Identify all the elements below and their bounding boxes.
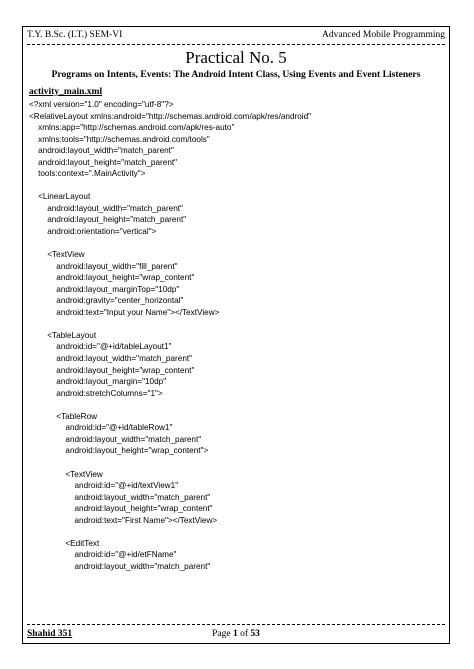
code-line: android:id="@+id/textView1" <box>29 481 179 491</box>
code-line: xmlns:tools="http://schemas.android.com/tools" <box>29 134 210 144</box>
code-listing <box>29 99 445 572</box>
practical-title: Practical No. 5 <box>185 48 287 67</box>
code-line: android:layout_height="wrap_content"> <box>29 446 209 456</box>
code-line: <?xml version="1.0" encoding="utf-8"?> <box>29 100 174 109</box>
page-prefix: Page <box>212 629 233 639</box>
code-line: android:layout_width="match_parent" <box>29 203 183 213</box>
code-line: android:layout_width="fill_parent" <box>29 261 178 271</box>
code-line: android:layout_height="match_parent" <box>29 157 178 167</box>
code-filename: activity_main.xml <box>29 87 103 97</box>
code-line: <LinearLayout <box>29 192 91 202</box>
code-line: xmlns:app="http://schemas.android.com/apk/res-auto" <box>29 123 235 133</box>
header-course: T.Y. B.Sc. (I.T.) SEM-VI <box>27 30 123 40</box>
code-line: android:layout_width="match_parent" <box>29 561 211 571</box>
code-line: android:stretchColumns="1"> <box>29 388 163 398</box>
page-of: of <box>237 629 251 639</box>
page-current: 1 <box>232 629 238 639</box>
code-line: <TextView <box>29 250 85 260</box>
code-line: android:layout_width="match_parent" <box>29 492 211 502</box>
code-line: android:gravity="center_horizontal" <box>29 296 184 306</box>
code-line: <EditText <box>29 538 100 548</box>
code-line: <TableLayout <box>29 330 97 340</box>
code-line: android:orientation="vertical"> <box>29 227 157 237</box>
code-line <box>29 457 445 469</box>
header-divider <box>27 44 445 45</box>
code-line <box>29 399 445 411</box>
code-line: android:layout_height="wrap_content" <box>29 504 213 514</box>
code-line: android:layout_width="match_parent" <box>29 434 202 444</box>
code-line: <TextView <box>29 469 103 479</box>
code-line: <TableRow <box>29 411 98 421</box>
page-footer <box>27 629 445 641</box>
code-line <box>29 180 445 192</box>
page-number <box>27 629 445 639</box>
code-line: android:layout_marginTop="10dp" <box>29 284 180 294</box>
code-line: android:layout_width="match_parent" <box>29 354 193 364</box>
footer-divider <box>27 624 445 625</box>
code-line: android:layout_height="wrap_content" <box>29 365 195 375</box>
code-line <box>29 318 445 330</box>
code-line <box>29 526 445 538</box>
code-line: android:id="@+id/tableRow1" <box>29 423 173 433</box>
code-line: android:text="Input your Name"></TextView> <box>29 307 220 317</box>
code-line: <RelativeLayout xmlns:android="http://schemas.android.com/apk/res/android" <box>29 111 312 121</box>
practical-subtitle: Programs on Intents, Events: The Android Intent Class, Using Events and Event Listeners <box>51 69 421 80</box>
document-page <box>22 26 450 644</box>
code-line: android:id="@+id/etFName" <box>29 550 177 560</box>
code-line: android:layout_height="match_parent" <box>29 215 187 225</box>
code-line: android:layout_margin="10dp" <box>29 377 167 387</box>
header-subject: Advanced Mobile Programming <box>322 30 445 40</box>
code-line: android:text="First Name"></TextView> <box>29 515 218 525</box>
page-total: 53 <box>250 629 260 639</box>
code-line: android:id="@+id/tableLayout1" <box>29 342 172 352</box>
code-line: tools:context=".MainActivity"> <box>29 169 146 179</box>
footer-author: Shahid 351 <box>27 629 73 639</box>
code-line <box>29 238 445 250</box>
code-line: android:layout_height="wrap_content" <box>29 273 195 283</box>
code-line: android:layout_width="match_parent" <box>29 146 174 156</box>
page-header <box>27 30 445 44</box>
